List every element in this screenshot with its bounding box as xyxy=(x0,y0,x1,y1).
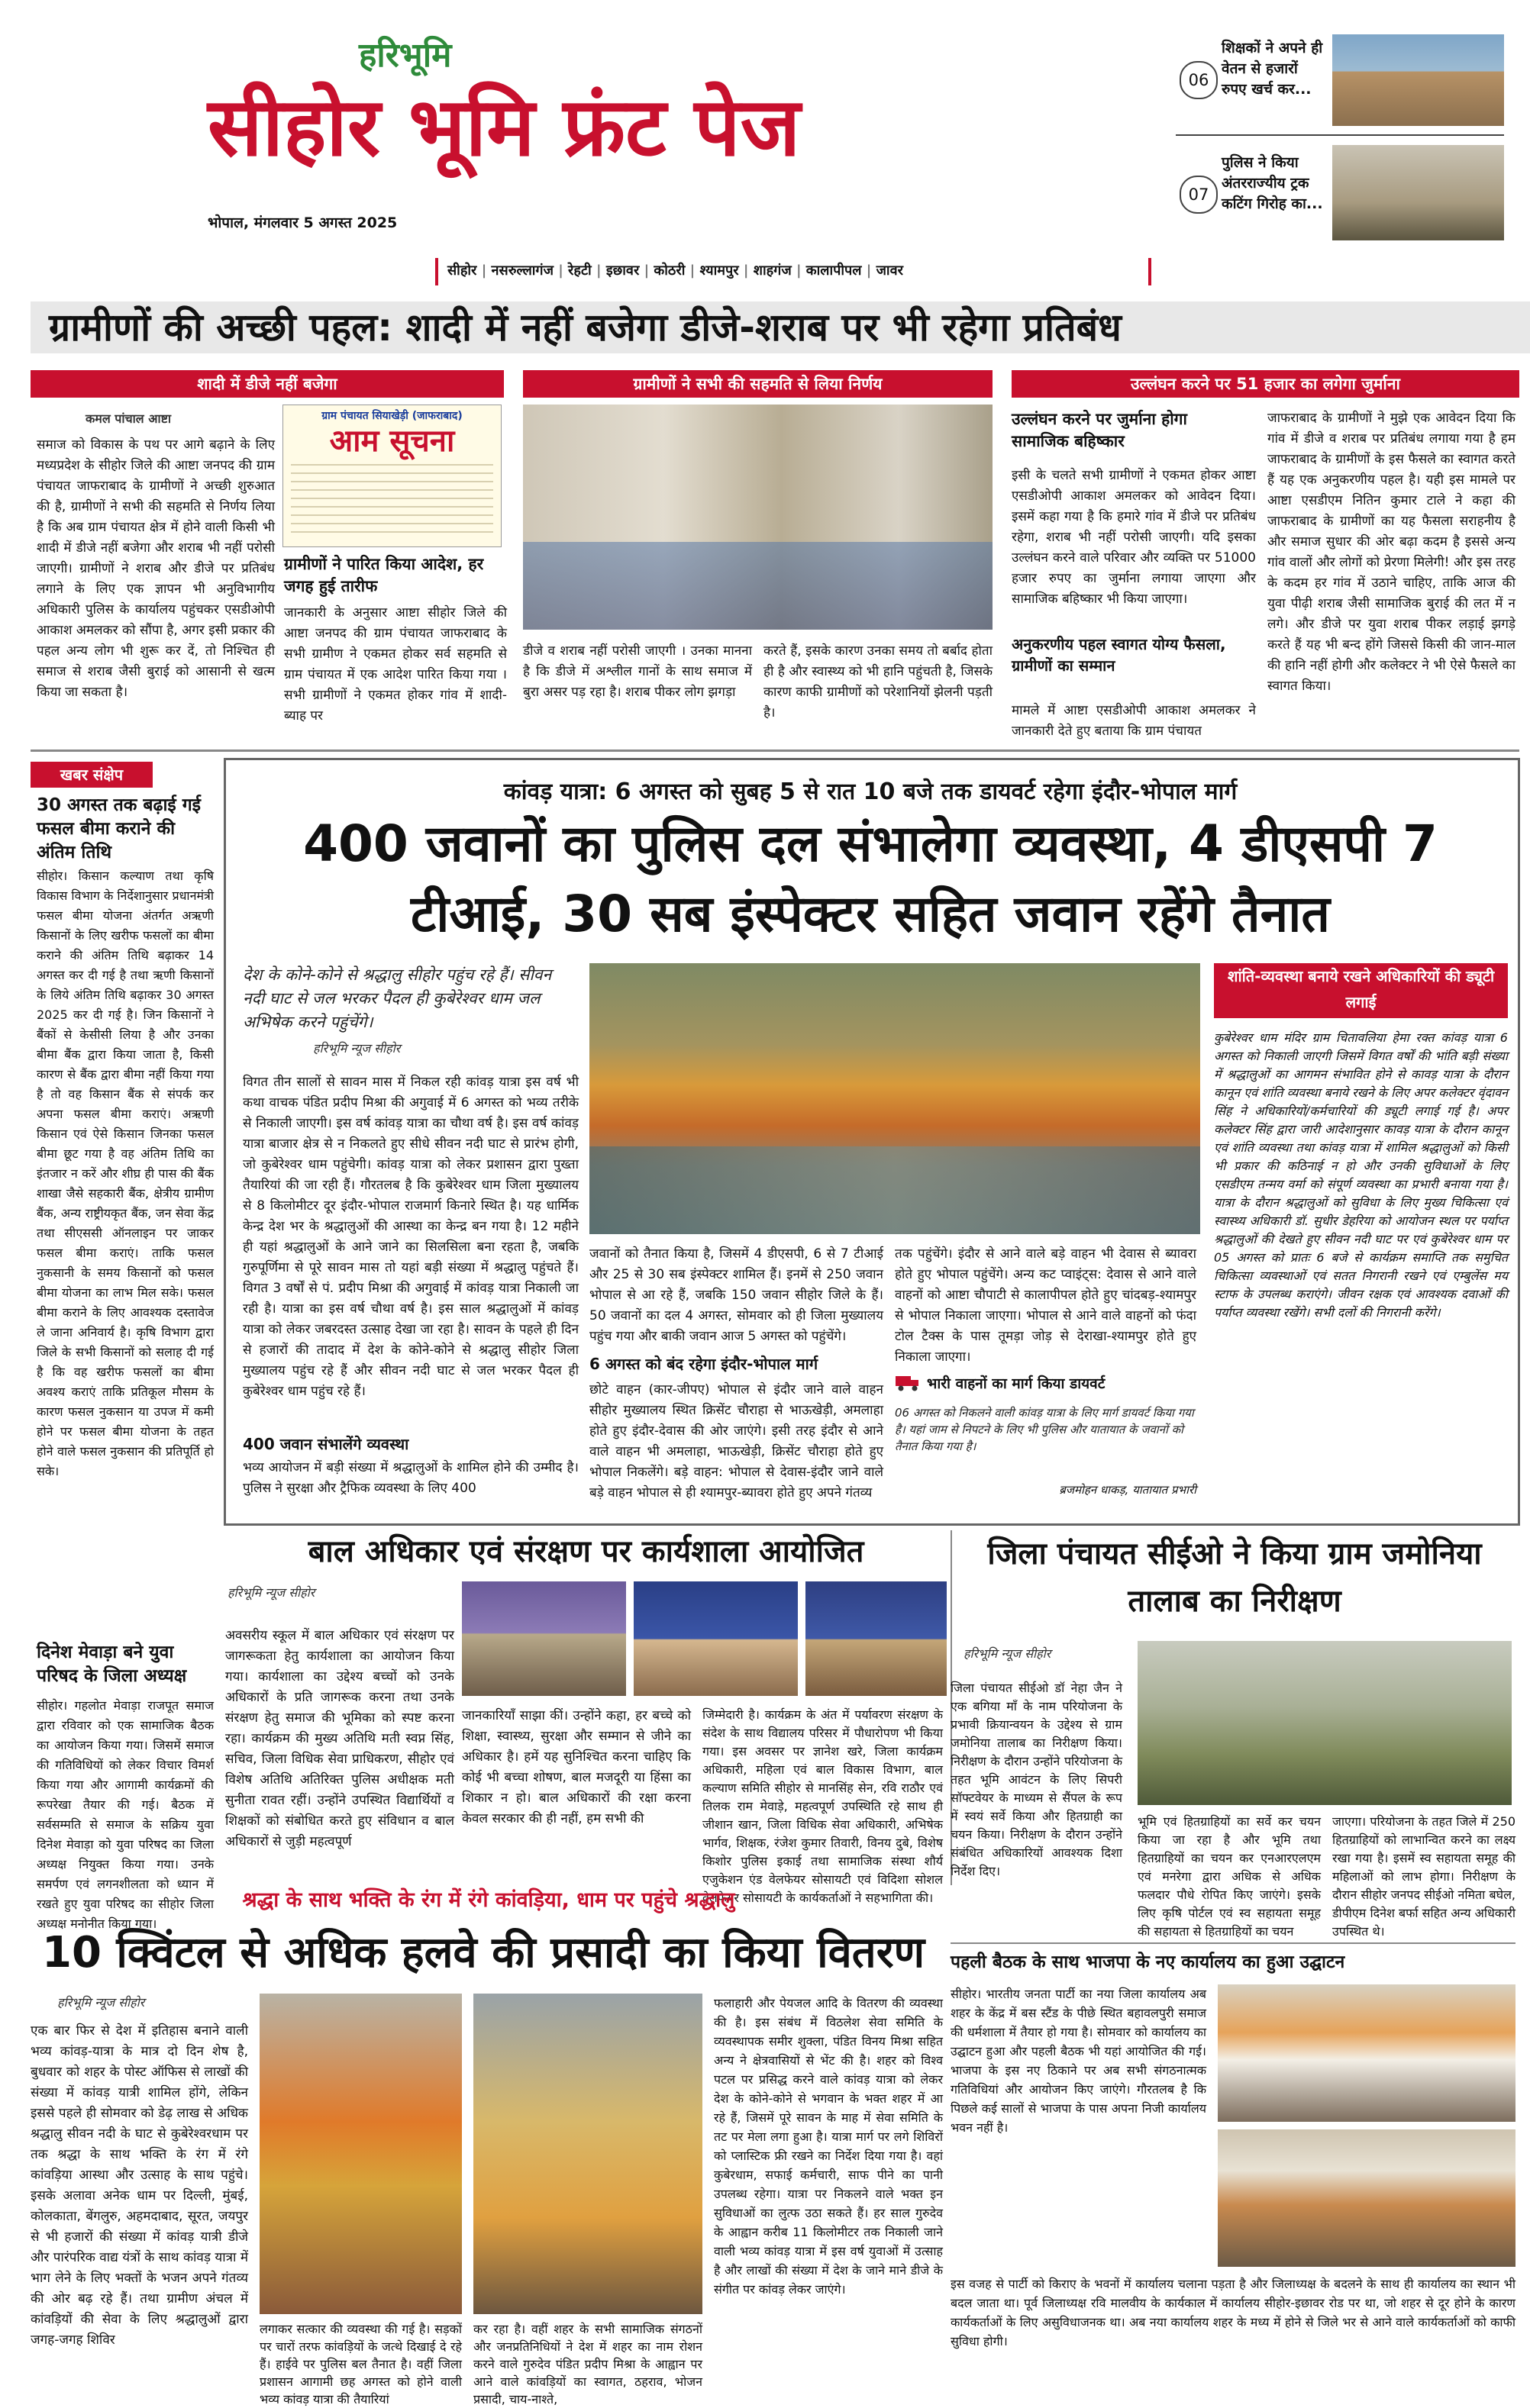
divider xyxy=(1176,134,1504,136)
teaser-text: शिक्षकों ने अपने ही वेतन से हजारों रुपए खर्च कर... xyxy=(1222,40,1323,98)
child-rights-photo-3 xyxy=(805,1581,947,1696)
lead-col-6: मामले में आष्टा एसडीओपी आकाश अमलकर ने जानकारी देते हुए बताया कि ग्राम पंचायत xyxy=(1012,703,1256,739)
notice-header: ग्राम पंचायत सियाखेड़ी (जाफराबाद) xyxy=(321,410,463,422)
nav-separator: | xyxy=(639,263,654,279)
bjp-col-1: सीहोर। भारतीय जनता पार्टी का नया जिला कार्यालय अब शहर के केंद्र में बस स्टैंड के पीछे स्थित बहावलपुरी समाज की धर्मशाला में तैयार हो गया है। सोमवार को कार्यालय का उद्घाटन हुआ और पहली बैठक भी यहां आयोजित की गई। भाजपा के इस नए ठिकाने पर अब सभी संगठनात्मक गतिविधियां और आयोजन किए जाएंगे। गौरतलब है कि पिछले कई सालों से भाजपा के पास अपना निजी कार्यालय भवन नहीं है। xyxy=(951,1987,1206,2135)
river-water xyxy=(589,1146,1200,1234)
zp-col-2: भूमि एवं हितग्राहियों का सर्वे कर चयन किया जा रहा है और भूमि तथा हितग्राहियों का चयन कर एनआरएलएम एवं मनरेगा द्वारा अधिक से अधिक फलदार पौधे रोपित किए जाएंगे। इसके लिए कृषि पोर्टल एवं स्व सहायता समूह की सहायता से हितग्राहियों का चयन xyxy=(1138,1814,1321,1939)
halwa-byline: हरिभूमि न्यूज सीहोर xyxy=(57,1995,145,2010)
notice-lines xyxy=(291,464,493,533)
duty-text: कुबेरेश्वर धाम मंदिर ग्राम चितावलिया हेमा रक्त कांवड़ यात्रा 6 अगस्त को निकाली जाएगी जिसमें विगत वर्षों की भांति बड़ी संख्या में श्रद्धालुओं का आगमन संभावित होने से कावड़ यात्रा के दौरान कानून एवं शांति व्यवस्था बनाये रखने के लिए अपर कलेक्टर वृंदावन सिंह ने अधिकारियों/कर्मचारियों की ड्यूटी लगाई गई है। अपर कलेक्टर सिंह द्वारा जारी आदेशानुसार कावड़ यात्रा के दौरान कानून एवं शांति व्यवस्था तथा कांवड़ यात्रा में शामिल श्रद्धालुओं को किसी भी प्रकार की कठिनाई न हो और उनकी सुविधाओं के लिए एसडीएम तन्मय वर्मा को संपूर्ण व्यवस्था का प्रभारी बनाया गया है। यात्रा के दौरान श्रद्धालुओं को सुविधा के लिए मुख्य चिकित्सा एवं स्वास्थ्य अधिकारी डॉ. सुधीर डेहरिया को आयोजन स्थल पर पर्याप्त श्रद्धालुओं की देखते हुए सीवन नदी घाट पर एवं कुबेरेश्वर धाम पर 05 अगस्त को प्रातः 6 बजे से कार्यक्रम समाप्ति तक समुचित चिकित्सा व्यवस्थाओं एवं सतत निगरानी रखने एवं एम्बुलेंस मय स्टाफ के उपलब्ध कराएंगे। जीवन रक्षक एवं आवश्यक दवाओं की पर्याप्त व्यवस्था रखेंगे। सभी दलों की निगरानी करेंगे। xyxy=(1214,1030,1508,1320)
halwa-photo-crowd xyxy=(260,1994,462,2314)
halwa-headline: 10 क्विंटल से अधिक हलवे की प्रसादी का किया वितरण xyxy=(42,1928,925,1978)
child-rights-photo-1 xyxy=(462,1581,626,1696)
lead-headline: ग्रामीणों की अच्छी पहल: शादी में नहीं बजेगा डीजे-शराब पर भी रहेगा प्रतिबंध xyxy=(31,301,1530,353)
masthead xyxy=(0,0,1521,279)
duty-title: शांति-व्यवस्था बनाये रखने अधिकारियों की ड्यूटी लगाई xyxy=(1214,963,1508,1018)
kanwar-kicker: कांवड़ यात्रा: 6 अगस्त को सुबह 5 से रात 10 बजे तक डायवर्ट रहेगा इंदौर-भोपाल मार्ग xyxy=(503,778,1238,805)
kanwar-byline: हरिभूमि न्यूज सीहोर xyxy=(313,1041,401,1056)
brief-headline-1: 30 अगस्त तक बढ़ाई गई फसल बीमा कराने की अंतिम तिथि xyxy=(37,795,201,862)
nav-list xyxy=(447,261,903,279)
divider xyxy=(951,1942,1515,1944)
zp-headline: जिला पंचायत सीईओ ने किया ग्राम जमोनिया तालाब का निरीक्षण xyxy=(987,1536,1482,1619)
zp-byline: हरिभूमि न्यूज सीहोर xyxy=(964,1646,1051,1661)
lead-byline: कमल पांचाल आष्टा xyxy=(86,411,172,426)
nav-separator: | xyxy=(791,263,806,279)
halwa-col-4: फलाहारी और पेयजल आदि के वितरण की व्यवस्था की है। इस संबंध में विठलेश सेवा समिति के व्यवस्थापक समीर शुक्ला, पंडित विनय मिश्रा सहित अन्य ने क्षेत्रवासियों से भेंट की है। शहर को विश्व पटल पर प्रसिद्ध करने वाले कांवड़ यात्रा को लेकर देश के कोने-कोने से भगवान के भक्त शहर में आ रहे हैं, जिसमें पूरे सावन के माह में सेवा समिति के तट पर मेला लगा हुआ है। यात्रा मार्ग पर लगे शिविरों को प्लास्टिक फ्री रखने का निर्देश दिया गया है। वहां कुबेरधाम, सफाई कर्मचारी, साफ पीने का पानी उपलब्ध रहेगा। यात्रा पर निकलने वाले भक्त इन सुविधाओं का लुत्फ उठा सकते हैं। हर साल गुरुदेव के आह्वान करीब 11 किलोमीटर तक निकाली जाने वाली भव्य कांवड़ यात्रा में इस वर्ष युवाओं में उत्साह है और लाखों की संख्या में देश के जाने माने डीजे के संगीत पर कांवड़ लेकर जाएंगे। xyxy=(714,1996,943,2297)
dateline: भोपाल, मंगलवार 5 अगस्त 2025 xyxy=(208,214,398,231)
bjp-col-2: इस वजह से पार्टी को किराए के भवनों में कार्यालय चलाना पड़ता है और जिलाध्यक्ष के बदलने के साथ ही कार्यालय का स्थान भी बदल जाता था। पूर्व जिलाध्यक्ष रवि मालवीय के कार्यकाल में कार्यालय सीहोर-इछावर रोड पर था, जो शहर से दूर होने के कारण कार्यकर्ताओं के लिए असुविधाजनक था। अब नया कार्यालय शहर के मध्य में होने से जिले भर से आने वाले कार्यकर्ताओं को काफी सुविधा होगी। xyxy=(951,2277,1515,2348)
kanwar-col-1b: भव्य आयोजन में बड़ी संख्या में श्रद्धालुओं के शामिल होने की उम्मीद है। पुलिस ने सुरक्षा और ट्रैफिक व्यवस्था के लिए 400 xyxy=(243,1460,579,1496)
nav-separator: | xyxy=(738,263,754,279)
nav-separator: | xyxy=(861,263,876,279)
nav-bar xyxy=(435,258,1151,285)
nav-item[interactable]: सीहोर xyxy=(447,263,477,279)
diversion-title: भारी वाहनों का मार्ग किया डायवर्ट xyxy=(927,1375,1106,1392)
diversion-credit: ब्रजमोहन धाकड़, यातायात प्रभारी xyxy=(1059,1483,1196,1497)
nav-item[interactable]: शाहगंज xyxy=(753,263,792,279)
nav-item[interactable]: श्यामपुर xyxy=(699,263,739,279)
brief-headline-2: दिनेश मेवाड़ा बने युवा परिषद के जिला अध्यक्ष xyxy=(37,1642,187,1686)
lead-col-5: इसी के चलते सभी ग्रामीणों ने एकमत होकर आष्टा एसडीओपी आकाश अमलकर को आवेदन दिया। इसमें कहा गया है कि हमारे गांव में डीजे पर प्रतिबंध रहेगा, शराब भी नहीं परोसी जाएगी। यदि इसका उल्लंघन करने वाले परिवार और व्यक्ति पर 51000 हजार रुपए का जुर्माना लगाया जाएगा और सामाजिक बहिष्कार भी किया जाएगा। xyxy=(1012,468,1256,607)
lead-photo xyxy=(523,405,993,630)
teaser-page-badge: 06 xyxy=(1180,61,1218,99)
lead-subhead-3: अनुकरणीय पहल स्वागत योग्य फैसला, ग्रामीणों का सम्मान xyxy=(1012,635,1226,675)
child-rights-col-1: अवसरीय स्कूल में बाल अधिकार एवं संरक्षण पर जागरूकता हेतु कार्यशाला का आयोजन किया गया। कार्यशाला का उद्देश्य बच्चों को उनके अधिकारों के प्रति जागरूक करना तथा उनके संरक्षण हेतु समाज की भूमिका को स्पष्ट करना रहा। कार्यक्रम की मुख्य अतिथि मती स्वप्न सिंह, सचिव, जिला विधिक सेवा प्राधिकरण, सीहोर एवं विशेष अतिथि अतिरिक्त पुलिस अधीक्षक मती सुनीता रावत रहीं। उन्होंने उपस्थित विद्यार्थियों व शिक्षकों को संबोधित करते हुए संविधान व बाल अधिकारों से जुड़ी महत्वपूर्ण xyxy=(225,1628,454,1849)
halwa-col-3: कर रहा है। वहीं शहर के सभी सामाजिक संगठनों और जनप्रतिनिधियों ने देश में शहर का नाम रोशन करने वाले गुरुदेव पंडित प्रदीप मिश्रा के आह्वान पर आने वाले कांवड़ियों का स्वागत, ठहराव, भोजन प्रसादी, चाय-नाश्ते, xyxy=(473,2322,702,2406)
kanwar-col-2: जवानों को तैनात किया है, जिसमें 4 डीएसपी, 6 से 7 टीआई और 25 से 30 सब इंस्पेक्टर शामिल हैं। इनमें से 250 जवान भोपाल से आ रहे हैं, जबकि 150 जवान सीहोर जिले के हैं। 50 जवानों का दल 4 अगस्त, सोमवार को ही जिला मुख्यालय पहुंच गया और बाकी जवान आज 5 अगस्त को पहुंचेंगे। xyxy=(589,1246,883,1344)
teaser-photo-police xyxy=(1332,145,1504,240)
brief-text-1: सीहोर। किसान कल्याण तथा कृषि विकास विभाग के निर्देशानुसार प्रधानमंत्री फसल बीमा योजना अंतर्गत अऋणी किसानों के लिए खरीफ फसलों का बीमा कराने की अंतिम तिथि बढ़ाकर 14 अगस्त कर दी गई है तथा ऋणी किसानों के लिये अंतिम तिथि बढ़ाकर 30 अगस्त 2025 कर दी गई है। जिन किसानों ने बैंकों से केसीसी लिया है और उनका बीमा बैंक द्वारा किया जाता है, किसी कारण से बैंक द्वारा बीमा नहीं किया गया है तो वह किसान बैंक से संपर्क कर अपना फसल बीमा कराएं। अऋणी किसान एवं ऐसे किसान जिनका फसल बीमा छूट गया है वह अंतिम तिथि का इंतजार न करें और शीघ्र ही पास की बैंक शाखा जैसे सहकारी बैंक, क्षेत्रीय ग्रामीण बैंक, अन्य राष्ट्रीयकृत बैंक, जन सेवा केंद्र तथा सीएससी ऑनलाइन पर जाकर फसल बीमा कराएं। ताकि फसल नुकसानी के समय किसानों को फसल बीमा योजना का लाभ मिल सके। फसल बीमा कराने के लिए आवश्यक दस्तावेज ले जाना अनिवार्य है। कृषि विभाग द्वारा जिले के सभी किसानों को सलाह दी गई है कि वह खरीफ फसलों का बीमा अवश्य कराएं ताकि प्रतिकूल मौसम के कारण फसल नुकसान या उपज में कमी होने पर फसल बीमा योजना के तहत होने वाले फसल नुकसान की प्रतिपूर्ति हो सके। xyxy=(37,869,214,1478)
lead-tag-3: उल्लंघन करने पर 51 हजार का लगेगा जुर्माना xyxy=(1012,370,1519,398)
notice-image xyxy=(282,405,502,547)
brand-logo: हरिभूमि xyxy=(359,36,452,75)
kanwar-intro: देश के कोने-कोने से श्रद्धालु सीहोर पहुंच रहे हैं। सीवन नदी घाट से जल भरकर पैदल ही कुबेरेश्वर धाम जल अभिषेक करने पहुंचेंगे। xyxy=(243,965,552,1031)
group-figures xyxy=(523,542,993,630)
diversion-box xyxy=(895,1374,1196,1515)
nav-item[interactable]: रेहटी xyxy=(568,263,592,279)
lead-tag-1: शादी में डीजे नहीं बजेगा xyxy=(31,370,504,398)
nav-separator: | xyxy=(553,263,569,279)
halwa-col-2: लगाकर सत्कार की व्यवस्था की गई है। सड़कों पर चारों तरफ कांवड़ियों के जत्थे दिखाई दे रहे हैं। हाईवे पर पुलिस बल तैनात है। वहीं जिला प्रशासन आगामी छह अगस्त को होने वाली भव्य कांवड़ यात्रा की तैयारियां xyxy=(260,2322,462,2406)
kanwar-col-3: तक पहुंचेंगे। इंदौर से आने वाले बड़े वाहन भी देवास से ब्यावरा होते हुए भोपाल पहुंचेंगे। अन्य कट प्वाइंट्स: देवास से आने वाले वाहनों को आष्टा चौपाटी से कालापीपल होते हुए चांदबड़-श्यामपुर से भोपाल निकाला जाएगा। भोपाल से आने वाले वाहनों को फंदा टोल टैक्स के पास तूमड़ा जोड़ से देराखा-श्यामपुर होते हुए निकाला जाएगा। xyxy=(895,1246,1196,1365)
bjp-photo-1 xyxy=(1218,1984,1515,2122)
child-rights-headline: बाल अधिकार एवं संरक्षण पर कार्यशाला आयोजित xyxy=(308,1534,864,1569)
zp-photo xyxy=(1138,1641,1512,1805)
lead-col-4: करते हैं, इसके कारण उनका समय तो बर्बाद होता ही है और स्वास्थ्य को भी हानि पहुंचती है, जिसके कारण काफी ग्रामीणों को परेशानियों झेलनी पड़ती है। xyxy=(763,643,993,720)
lead-col-1: समाज को विकास के पथ पर आगे बढ़ाने के लिए मध्यप्रदेश के सीहोर जिले की आष्टा जनपद की ग्राम पंचायत जाफराबाद के ग्रामीणों ने अच्छी शुरुआत की है, ग्रामीणों ने सभी की सहमति से निर्णय लिया है कि अब ग्राम पंचायत क्षेत्र में होने वाली किसी भी शादी में डीजे नहीं बजेगा और शराब भी नहीं परोसी जाएगी। ग्रामीणों ने शराब और डीजे पर प्रतिबंध लगाने के लिए एक ज्ञापन भी अनुविभागीय अधिकारी पुलिस के कार्यालय पहुंचकर एसडीओपी आकाश अमलकर को सौंपा है, अगर इसी प्रकार की पहल अन्य लोग भी शुरू कर दें, तो निश्चित ही समाज से शराब जैसी बुराई को आसानी से खत्म किया जा सकता है। xyxy=(37,437,275,700)
truck-icon xyxy=(895,1374,921,1392)
kanwar-col-2b: छोटे वाहन (कार-जीपए) भोपाल से इंदौर जाने वाले वाहन सीहोर मुख्यालय स्थित क्रिसेंट चौराहा से भाऊखेड़ी, अमलाहा होते हुए इंदौर-देवास की ओर जाएंगे। इसी तरह इंदौर से आने वाले वाहन भी अमलाहा, भाऊखेड़ी, क्रिसेंट चौराहा होते हुए भोपाल निकलेंगे। बड़े वाहन: भोपाल से देवास-इंदौर जाने वाले बड़े वाहन भोपाल से ही श्यामपुर-ब्यावरा होते हुए अपने गंतव्य xyxy=(589,1382,883,1501)
halwa-kicker: श्रद्धा के साथ भक्ति के रंग में रंगे कांवड़िया, धाम पर पहुंचे श्रद्धालु xyxy=(242,1888,735,1912)
teaser-photo-school xyxy=(1332,34,1504,126)
halwa-col-1: एक बार फिर से देश में इतिहास बनाने वाली भव्य कांवड़-यात्रा के मात्र दो दिन शेष है, बुधवार को शहर के पोस्ट ऑफिस से लाखों की संख्या में कांवड़ यात्री शामिल होंगे, लेकिन इससे पहले ही सोमवार को डेढ़ लाख से अधिक श्रद्धालु सीवन नदी के घाट से कुबेरेश्वरधाम पर तक श्रद्धा के साथ भक्ति के रंग में रंगे कांवड़िया आस्था और उत्साह के साथ पहुंचे। इसके अलावा अनेक धाम पर दिल्ली, मुंबई, कोलकाता, बेंगलुरु, अहमदाबाद, सूरत, जयपुर से भी हजारों की संख्या में कांवड़ यात्री डीजे और पारंपरिक वाद्य यंत्रों के साथ कांवड़ यात्रा में भाग लेने के लिए भक्तों के भजन अपने गंतव्य की ओर बढ़ रहे हैं। तथा ग्रामीण अंचल में कांवड़ियों की सेवा के लिए श्रद्धालुओं द्वारा जगह-जगह शिविर xyxy=(31,2023,248,2348)
nav-separator: | xyxy=(685,263,700,279)
lead-tag-2: ग्रामीणों ने सभी की सहमति से लिया निर्णय xyxy=(523,370,993,398)
notice-title: आम सूचना xyxy=(329,424,455,459)
teaser-text: पुलिस ने किया अंतरराज्यीय ट्रक कटिंग गिरोह का... xyxy=(1222,154,1323,212)
kanwar-subhead-1: 400 जवान संभालेंगे व्यवस्था xyxy=(243,1435,409,1453)
duty-box xyxy=(1214,963,1508,1514)
kanwar-photo-ghat xyxy=(589,963,1200,1234)
diversion-text: 06 अगस्त को निकलने वाली कांवड़ यात्रा के लिए मार्ग डायवर्ट किया गया है। यहां जाम से निपटने के लिए भी पुलिस और यातायात के जवानों को तैनात किया गया है। xyxy=(895,1406,1194,1453)
divider xyxy=(31,749,1519,752)
child-rights-col-2: जानकारियाँ साझा कीं। उन्होंने कहा, हर बच्चे को शिक्षा, स्वास्थ्य, सुरक्षा और सम्मान से जीने का अधिकार है। हमें यह सुनिश्चित करना चाहिए कि कोई भी बच्चा शोषण, बाल मजदूरी या हिंसा का शिकार न हो। बाल अधिकारों की रक्षा करना केवल सरकार की ही नहीं, हम सभी की xyxy=(462,1708,691,1826)
teaser-page-badge: 07 xyxy=(1180,176,1218,214)
nav-item[interactable]: जावर xyxy=(876,263,903,279)
brief-label: खबर संक्षेप xyxy=(31,762,153,788)
kanwar-col-1: विगत तीन सालों से सावन मास में निकल रही कांवड़ यात्रा इस वर्ष भी कथा वाचक पंडित प्रदीप मिश्रा की अगुवाई में 6 अगस्त को भव्य तरीके से निकाली जाएगी। इस वर्ष कांवड़ यात्रा का चौथा वर्ष है। इस वर्ष कांवड़ यात्रा बाजार क्षेत्र से न निकलते हुए सीधे सीवन नदी घाट से प्रारंभ होगी, जो कुबेरेश्वर धाम पहुंचेगी। कांवड़ यात्रा को लेकर प्रशासन द्वारा पुख्ता तैयारियां की जा रही हैं। गौरतलब है कि कुबेरेश्वर धाम जिला मुख्यालय से 8 किलोमीटर दूर इंदौर-भोपाल राजमार्ग किनारे स्थित है। यह धार्मिक केन्द्र देश भर के श्रद्धालुओं की आस्था का केन्द्र बन गया है। 12 महीने ही यहां श्रद्धालुओं के आने जाने का सिलसिला बना रहता है, जबकि गुरुपूर्णिमा से पूरे सावन मास तो यहां बड़ी संख्या में श्रद्धालु पहुंचते हैं। विगत 3 वर्षों से पं. प्रदीप मिश्रा की अगुवाई में कांवड़ यात्रा निकाली जा रही है। यात्रा का इस वर्ष चौथा वर्ष है। इस साल श्रद्धालुओं में कांवड़ यात्रा को लेकर जबरदस्त उत्साह देखा जा रहा है। सावन के पहले ही दिन से हजारों की तादाद में देश के कोने-कोने से श्रद्धालु सीहोर जिला मुख्यालय पहुंच रहे हैं और सीवन नदी घाट से जल भरकर पैदल ही कुबेरेश्वर धाम पहुंच रहे हैं। xyxy=(243,1075,579,1399)
lead-col-2: जानकारी के अनुसार आष्टा सीहोर जिले की आष्टा जनपद की ग्राम पंचायत जाफराबाद के सभी ग्रामीण ने एकमत होकर सर्व सहमति से ग्राम पंचायत में एक आदेश पारित किया गया । सभी ग्रामीणों ने एकमत होकर गांव में शादी-ब्याह पर xyxy=(284,605,507,724)
bjp-photo-2 xyxy=(1218,2129,1515,2267)
lead-col-3: डीजे व शराब नहीं परोसी जाएगी । उनका मानना है कि डीजे में अश्लील गानों के साथ समाज में बुरा असर पड़ रहा है। शराब पीकर लोग झगड़ा xyxy=(523,643,752,700)
nav-separator: | xyxy=(476,263,492,279)
lead-col-7: जाफराबाद के ग्रामीणों ने मुझे एक आवेदन दिया कि गांव में डीजे व शराब पर प्रतिबंध लगाया गया है हम जाफराबाद के ग्रामीणों के इस फैसले का स्वागत करते हैं यह एक अनुकरणीय पहल है। यही इस मामले पर आष्टा एसडीएम नितिन कुमार टाले ने कहा की जाफराबाद के ग्रामीणों का यह फैसला सराहनीय है और समाज सुधार की ओर बढ़ा कदम है इससे अन्य गांव वालों और लोगों को प्रेरणा मिलेगी! और इस तरह के कदम हर गांव में उठाने चाहिए, ताकि आज की युवा पीढ़ी शराब जैसी सामाजिक बुराई की लत में न लगे। और डीजे पर युवा शराब पीकर लड़ाई झगड़े करते हैं यह भी बन्द होंगे जिससे किसी की जान-माल की हानि नहीं होगी और कलेक्टर ने भी ऐसे फैसले का स्वागत किया। xyxy=(1267,411,1515,694)
child-rights-col-3: जिम्मेदारी है। कार्यक्रम के अंत में पर्यावरण संरक्षण के संदेश के साथ विद्यालय परिसर में पौधारोपण भी किया गया। इस अवसर पर ज्ञानेश खरे, जिला कार्यक्रम अधिकारी, महिला एवं बाल विकास विभाग, बाल कल्याण समिति सीहोर से मानसिंह सेन, रवि राठौर एवं तिलक राम मेवाड़े, महत्वपूर्ण उपस्थिति रहे साथ ही जीशान खान, जिला विधिक सेवा अधिकारी, अभिषेक भार्गव, शिक्षक, रंजेश कुमार तिवारी, विनय दुबे, विशेष किशोर पुलिस इकाई तथा सामाजिक संस्था शौर्य एजुकेशन एंड वेलफेयर सोसायटी एवं विदिशा सोशल वेलफेयर सोसायटी के कार्यकर्ताओं ने सहभागिता की। xyxy=(702,1707,943,1905)
zp-col-1: जिला पंचायत सीईओ डॉ नेहा जैन ने एक बगिया माँ के नाम परियोजना के प्रभावी क्रियान्वयन के उद्देश्य से ग्राम जमोनिया तालाब का निरीक्षण किया। निरीक्षण के दौरान उन्होंने परियोजना के तहत भूमि आवंटन के लिए सिपरी सॉफ्टवेयर के माध्यम से सैंपल के रूप में स्वयं सर्वे किया और हितग्राही का चयन किया। निरीक्षण के दौरान उन्होंने संबंधित अधिकारियों आवश्यक दिशा निर्देश दिए। xyxy=(951,1681,1122,1878)
teaser-box-1[interactable] xyxy=(1176,34,1504,126)
child-rights-photo-2 xyxy=(634,1581,798,1696)
kanwar-subhead-2: 6 अगस्त को बंद रहेगा इंदौर-भोपाल मार्ग xyxy=(589,1355,818,1373)
zp-col-3: जाएगा। परियोजना के तहत जिले में 250 हितग्राहियों को लाभान्वित करने का लक्ष्य रखा गया है। इसमें स्व सहायता समूह की महिलाओं को लाभ होगा। निरीक्षण के दौरान सीहोर जनपद सीईओ नमिता बघेल, डीपीएम दिनेश बर्फा सहित अन्य अधिकारी उपस्थित थे। xyxy=(1332,1814,1515,1939)
kanwar-headline: 400 जवानों का पुलिस दल संभालेगा व्यवस्था, 4 डीएसपी 7 टीआई, 30 सब इंस्पेक्टर सहित जवान रहेंगे तैनात xyxy=(303,814,1438,943)
lead-subhead-2: उल्लंघन करने पर जुर्माना होगा सामाजिक बहिष्कार xyxy=(1012,410,1187,450)
nav-item[interactable]: कालापीपल xyxy=(805,263,862,279)
nav-item[interactable]: कोठरी xyxy=(654,263,686,279)
halwa-photo-prasad xyxy=(473,1994,702,2314)
nav-separator: | xyxy=(591,263,606,279)
lead-subhead-1: ग्रामीणों ने पारित किया आदेश, हर जगह हुई तारीफ xyxy=(284,555,484,595)
teaser-box-2[interactable] xyxy=(1176,145,1504,240)
brief-text-2: सीहोर। गहलोत मेवाड़ा राजपूत समाज द्वारा रविवार को एक सामाजिक बैठक का आयोजन किया गया। जिसमें समाज की गतिविधियों को लेकर विचार विमर्श किया गया और आगामी कार्यक्रमों की रूपरेखा तैयार की गई। बैठक में सर्वसम्मति से समाज के सक्रिय युवा दिनेश मेवाड़ा को युवा परिषद का जिला अध्यक्ष नियुक्त किया गया। उनके समर्पण एवं लगनशीलता को ध्यान में रखते हुए युवा परिषद का सीहोर जिला अध्यक्ष मनोनीत किया गया। xyxy=(37,1698,214,1931)
child-rights-byline: हरिभूमि न्यूज सीहोर xyxy=(228,1585,315,1600)
nav-item[interactable]: इछावर xyxy=(605,263,640,279)
bjp-headline: पहली बैठक के साथ भाजपा के नए कार्यालय का हुआ उद्घाटन xyxy=(951,1952,1345,1972)
page-title: सीहोर भूमि फ्रंट पेज xyxy=(208,80,801,174)
nav-item[interactable]: नसरुल्लागंज xyxy=(491,263,554,279)
